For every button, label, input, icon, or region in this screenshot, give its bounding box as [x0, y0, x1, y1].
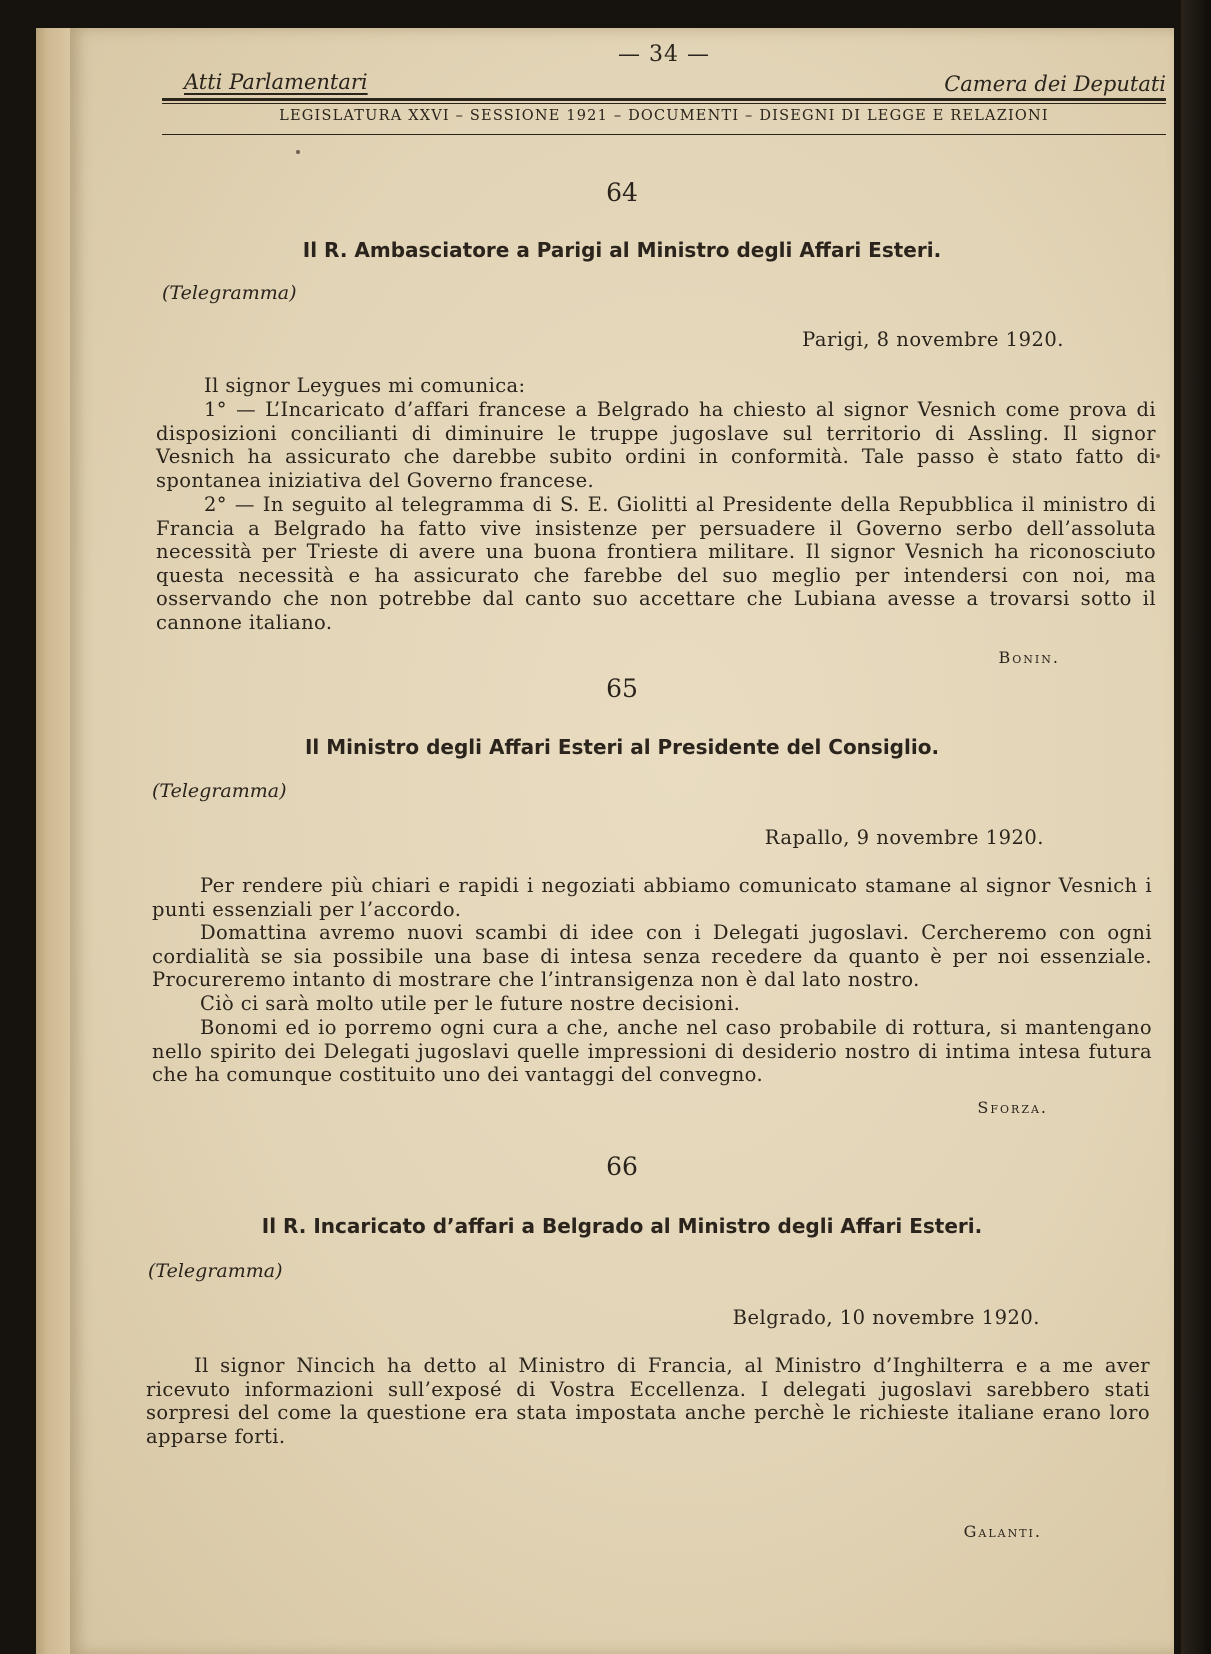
document-title: Il Ministro degli Affari Esteri al Presidente del Consiglio.	[304, 735, 940, 759]
scan-border	[1181, 0, 1211, 1654]
document-date: Parigi, 8 novembre 1920.	[802, 328, 1064, 351]
document-date: Rapallo, 9 novembre 1920.	[764, 826, 1044, 849]
header-rule-thin	[162, 103, 1166, 104]
paragraph: Per rendere più chiari e rapidi i negoziati abbiamo comunicato stamane al signor Vesnich i punti essenziali per l’accordo.	[152, 874, 1152, 921]
header-left-title: Atti Parlamentari	[184, 70, 368, 94]
page-sheet	[70, 28, 1174, 1654]
signature: Galanti.	[963, 1522, 1042, 1541]
paragraph: 1° — L’Incaricato d’affari francese a Belgrado ha chiesto al signor Vesnich come prova di disposizioni concilianti di diminuire le truppe jugoslave sul territorio di Assling. Il signor Vesnich ha assicurato che darebbe subito ordini in conformità. Tale passo è stato fatto di spontanea iniziativa del Governo francese.	[156, 398, 1156, 492]
paragraph: Domattina avremo nuovi scambi di idee con i Delegati jugoslavi. Cercheremo con ogni cordialità se sia possibile una base di intesa senza recedere da quanto è per noi essenziale. Procureremo intanto di mostrare che l’intransigenza non è dal lato nostro.	[152, 921, 1152, 992]
speck	[1156, 454, 1160, 458]
header-rule	[162, 98, 1166, 101]
page-number: — 34 —	[618, 42, 710, 67]
paragraph: Ciò ci sarà molto utile per le future nostre decisioni.	[200, 992, 741, 1015]
document-type: (Telegramma)	[148, 1260, 283, 1282]
document-title: Il R. Ambasciatore a Parigi al Ministro degli Affari Esteri.	[302, 238, 942, 262]
signature: Bonin.	[998, 648, 1060, 667]
speck	[296, 150, 300, 154]
document-number: 64	[606, 178, 638, 207]
document-number: 66	[606, 1152, 638, 1181]
signature: Sforza.	[977, 1098, 1048, 1117]
paragraph: Bonomi ed io porremo ogni cura a che, anche nel caso probabile di rottura, si mantengano nello spirito dei Delegati jugoslavi quelle impressioni di desiderio nostro di intima intesa futura che ha comunque costituito uno dei vantaggi del convegno.	[152, 1016, 1152, 1087]
legislature-line: LEGISLATURA XXVI – SESSIONE 1921 – DOCUMENTI – DISEGNI DI LEGGE E RELAZIONI	[279, 108, 1049, 124]
document-date: Belgrado, 10 novembre 1920.	[732, 1306, 1040, 1329]
document-number: 65	[606, 674, 638, 703]
paragraph: 2° — In seguito al telegramma di S. E. Giolitti al Presidente della Repubblica il ministro di Francia a Belgrado ha fatto vive insistenze per persuadere il Governo serbo dell’assoluta necessità per Trieste di avere una buona frontiera militare. Il signor Vesnich ha riconosciuto questa necessità e ha assicurato che farebbe del suo meglio per intendersi con noi, ma osservando che non potrebbe dal canto suo accettare che Lubiana avesse a trovarsi sotto il cannone italiano.	[156, 493, 1156, 634]
document-type: (Telegramma)	[152, 780, 287, 802]
header-right-title: Camera dei Deputati	[944, 72, 1166, 96]
document-title: Il R. Incaricato d’affari a Belgrado al Ministro degli Affari Esteri.	[261, 1214, 983, 1238]
running-header	[162, 34, 1166, 134]
paragraph: Il signor Nincich ha detto al Ministro di Francia, al Ministro d’Inghilterra e a me aver ricevuto informazioni sull’exposé di Vostra Eccellenza. I delegati jugoslavi sarebbero stati sorpresi del come la questione era stata impostata anche perchè le richieste italiane erano loro apparse forti.	[146, 1354, 1150, 1448]
document-type: (Telegramma)	[162, 282, 297, 304]
header-bottom-rule	[162, 134, 1166, 135]
paragraph: Il signor Leygues mi comunica:	[204, 374, 526, 397]
